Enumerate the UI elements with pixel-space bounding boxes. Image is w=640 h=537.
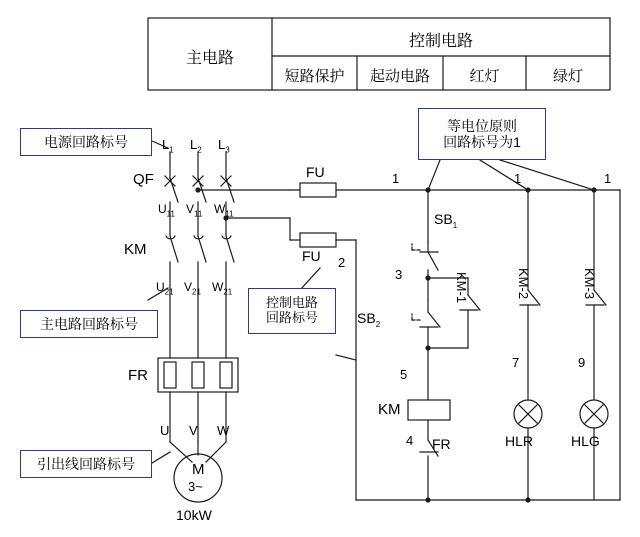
table-cell-main-circuit: 主电路	[185, 50, 234, 67]
wire-number-2: 2	[338, 255, 346, 270]
terminal-v11: $V_{11}$	[186, 202, 203, 219]
wire-number-1-left: 1	[392, 171, 400, 186]
device-label-fu-bottom: FU	[302, 248, 321, 264]
table-cell-short-circuit-protection: 短路保护	[284, 68, 345, 85]
device-label-sb1: $SB_1$	[434, 211, 458, 230]
device-label-fr-contact: FR	[432, 436, 451, 452]
terminal-u: U	[160, 423, 170, 438]
table-cell-start-circuit: 起动电路	[369, 68, 430, 85]
wire-number-3: 3	[395, 267, 403, 282]
callout-control-loop-number	[248, 288, 336, 334]
wire-number-9: 9	[578, 355, 586, 370]
callout-equipotential	[418, 108, 546, 160]
motor-phase-label: 3~	[188, 479, 203, 494]
wire-number-4: 4	[406, 433, 414, 448]
device-label-qf: QF	[133, 171, 154, 188]
wire-number-5: 5	[400, 367, 408, 382]
device-label-hlr: HLR	[505, 433, 534, 449]
terminal-l3: $L_3$	[218, 137, 230, 155]
device-label-km-coil: KM	[378, 401, 401, 418]
device-label-km-main: KM	[124, 241, 147, 258]
wire-number-1-mid: 1	[514, 171, 522, 186]
wire-number-7: 7	[512, 355, 520, 370]
callout-main-loop-number: 主电路回路标号	[20, 310, 158, 338]
device-label-fr-main: FR	[128, 367, 148, 384]
terminal-l1: $L_1$	[162, 137, 174, 155]
terminal-u11: $U_{11}$	[158, 202, 175, 219]
device-label-fu-top: FU	[306, 164, 325, 180]
terminal-w: W	[217, 423, 230, 438]
device-label-km3: KM-3	[582, 268, 597, 300]
callout-lead-out-number: 引出线回路标号	[20, 450, 152, 478]
table-cell-red-lamp: 红灯	[469, 68, 500, 85]
device-label-hlg: HLG	[571, 433, 600, 449]
device-label-km1: KM-1	[454, 272, 469, 304]
table-cell-green-lamp: 绿灯	[552, 68, 583, 85]
callout-equipotential-line1: 等电位原则	[447, 117, 517, 134]
wire-number-1-right: 1	[604, 171, 612, 186]
terminal-v: V	[189, 423, 198, 438]
terminal-u21: $U_{21}$	[156, 280, 174, 297]
table-cell-control-circuit: 控制电路	[408, 33, 473, 50]
terminal-w21: $W_{21}$	[212, 280, 233, 297]
terminal-v21: $V_{21}$	[184, 280, 201, 297]
callout-equipotential-line2: 回路标号为1	[443, 134, 521, 150]
terminal-l2: $L_2$	[190, 137, 202, 155]
device-label-km2: KM-2	[516, 268, 531, 300]
motor-symbol-m: M	[192, 461, 205, 478]
callout-control-loop-line2: 回路标号	[265, 310, 318, 325]
callout-control-loop-line1: 控制电路	[265, 295, 318, 311]
callout-power-loop-number: 电源回路标号	[20, 128, 152, 156]
motor-power-label: 10kW	[176, 507, 212, 523]
device-label-sb2: $SB_2$	[357, 310, 381, 329]
terminal-w11: $W_{11}$	[214, 202, 234, 219]
